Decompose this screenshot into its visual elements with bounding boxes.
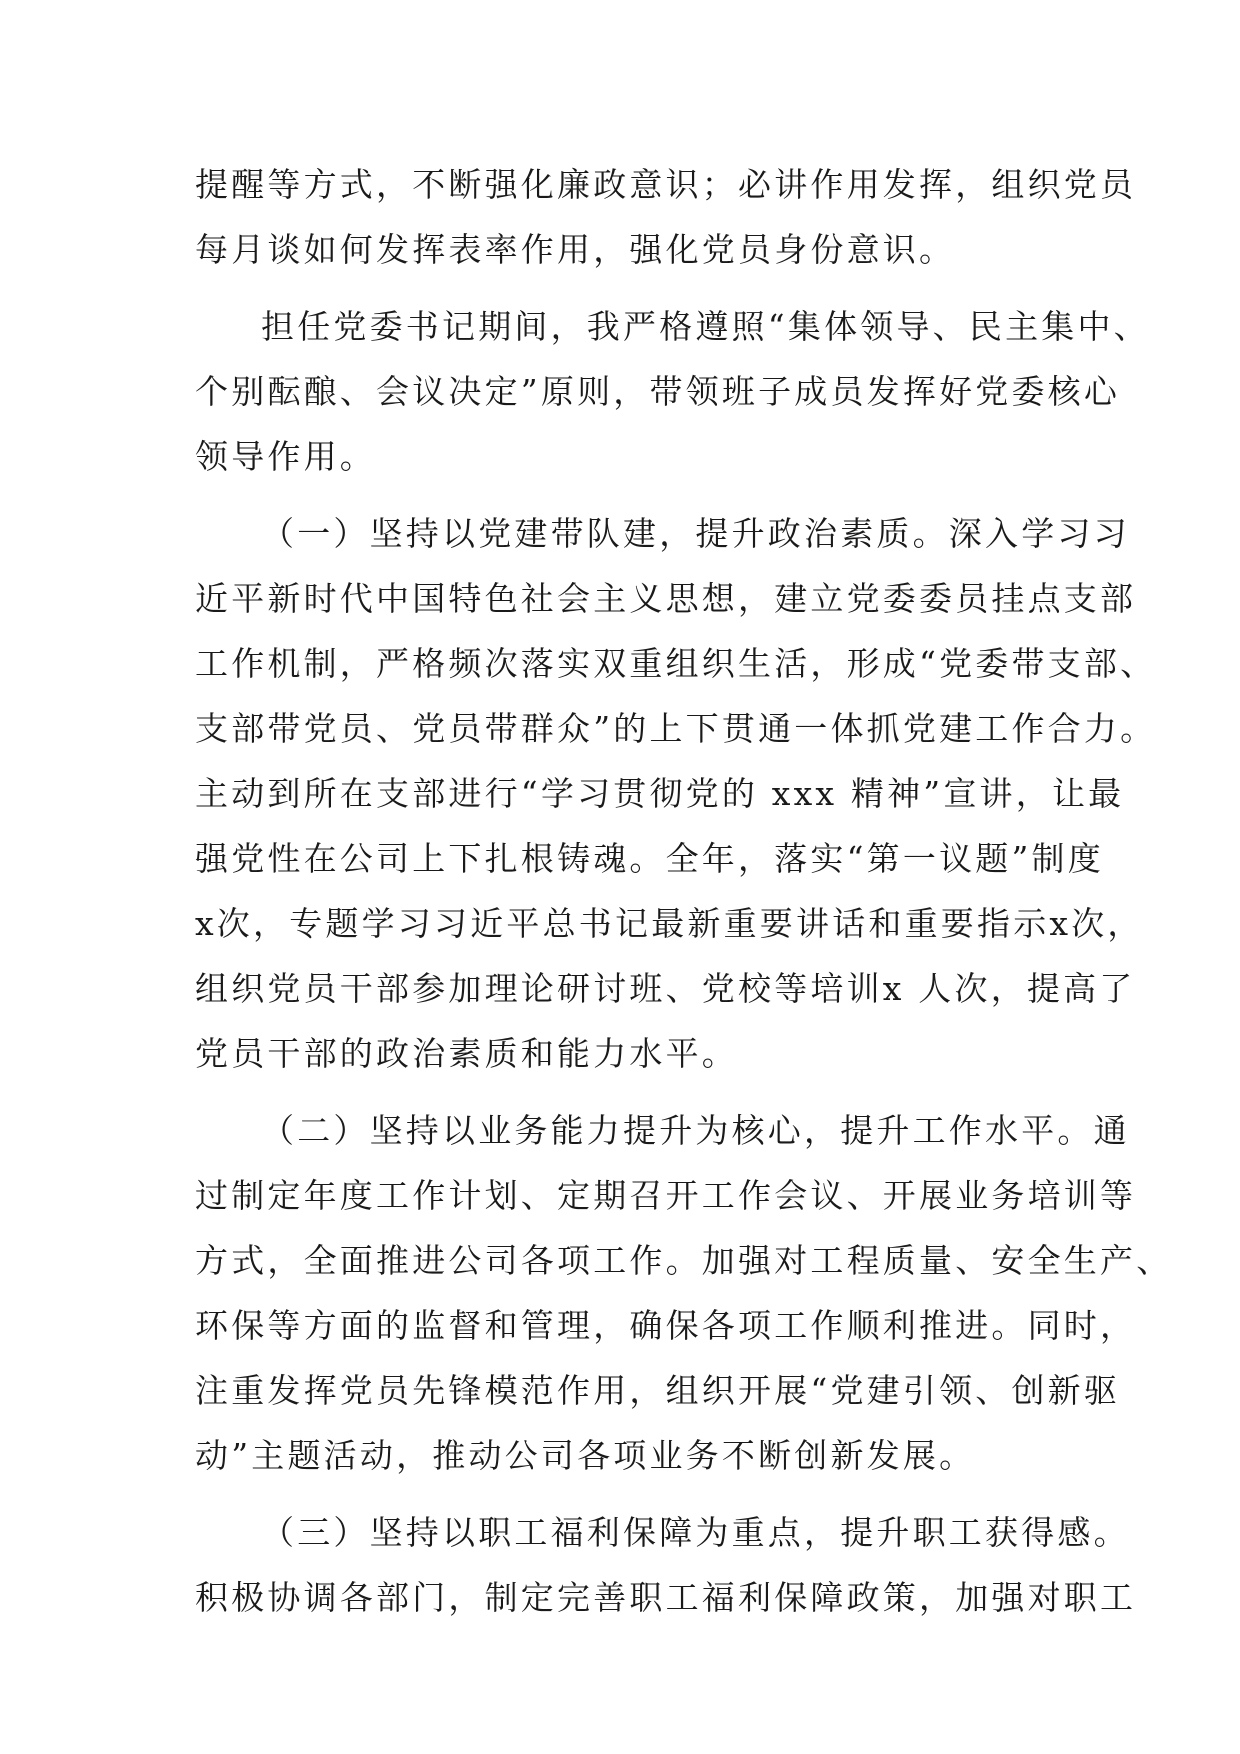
paragraph bbox=[195, 501, 1157, 1086]
text-line: （二）坚持以业务能力提升为核心，提升工作水平。通 bbox=[261, 1111, 1130, 1150]
document-page bbox=[195, 152, 1173, 1642]
text-line: 个别酝酿、会议决定”原则，带领班子成员发挥好党委核心 bbox=[195, 372, 1121, 411]
text-line: 方式，全面推进公司各项工作。加强对工程质量、安全生产、 bbox=[195, 1241, 1173, 1280]
text-line: 过制定年度工作计划、定期召开工作会议、开展业务培训等 bbox=[195, 1176, 1137, 1215]
text-line: 组织党员干部参加理论研讨班、党校等培训x 人次，提高了 bbox=[195, 969, 1136, 1008]
paragraph bbox=[195, 1098, 1173, 1488]
text-line: x次，专题学习习近平总书记最新重要讲话和重要指示x次， bbox=[195, 904, 1144, 943]
text-line: 注重发挥党员先锋模范作用，组织开展“党建引领、创新驱 bbox=[195, 1371, 1121, 1410]
text-line: （一）坚持以党建带队建，提升政治素质。深入学习习 bbox=[261, 514, 1130, 553]
text-line: 环保等方面的监督和管理，确保各项工作顺利推进。同时， bbox=[195, 1306, 1137, 1345]
text-line: 领导作用。 bbox=[195, 437, 376, 476]
paragraph bbox=[195, 1500, 1137, 1630]
text-line: 工作机制，严格频次落实双重组织生活，形成“党委带支部、 bbox=[195, 644, 1157, 683]
text-line: 担任党委书记期间，我严格遵照“集体领导、民主集中、 bbox=[261, 307, 1150, 346]
text-line: 支部带党员、党员带群众”的上下贯通一体抓党建工作合力。 bbox=[195, 709, 1157, 748]
text-line: 强党性在公司上下扎根铸魂。全年，落实“第一议题”制度 bbox=[195, 839, 1104, 878]
text-line: 近平新时代中国特色社会主义思想，建立党委委员挂点支部 bbox=[195, 579, 1137, 618]
text-line: 主动到所在支部进行“学习贯彻党的 xxx 精神”宣讲，让最 bbox=[195, 774, 1125, 813]
paragraph bbox=[195, 152, 1137, 282]
text-line: 动”主题活动，推动公司各项业务不断创新发展。 bbox=[195, 1436, 976, 1475]
text-line: 党员干部的政治素质和能力水平。 bbox=[195, 1034, 738, 1073]
text-line: 提醒等方式，不断强化廉政意识；必讲作用发挥，组织党员 bbox=[195, 165, 1137, 204]
paragraph bbox=[195, 294, 1150, 489]
text-line: 每月谈如何发挥表率作用，强化党员身份意识。 bbox=[195, 230, 956, 269]
text-line: （三）坚持以职工福利保障为重点，提升职工获得感。 bbox=[261, 1513, 1130, 1552]
text-line: 积极协调各部门，制定完善职工福利保障政策，加强对职工 bbox=[195, 1578, 1137, 1617]
